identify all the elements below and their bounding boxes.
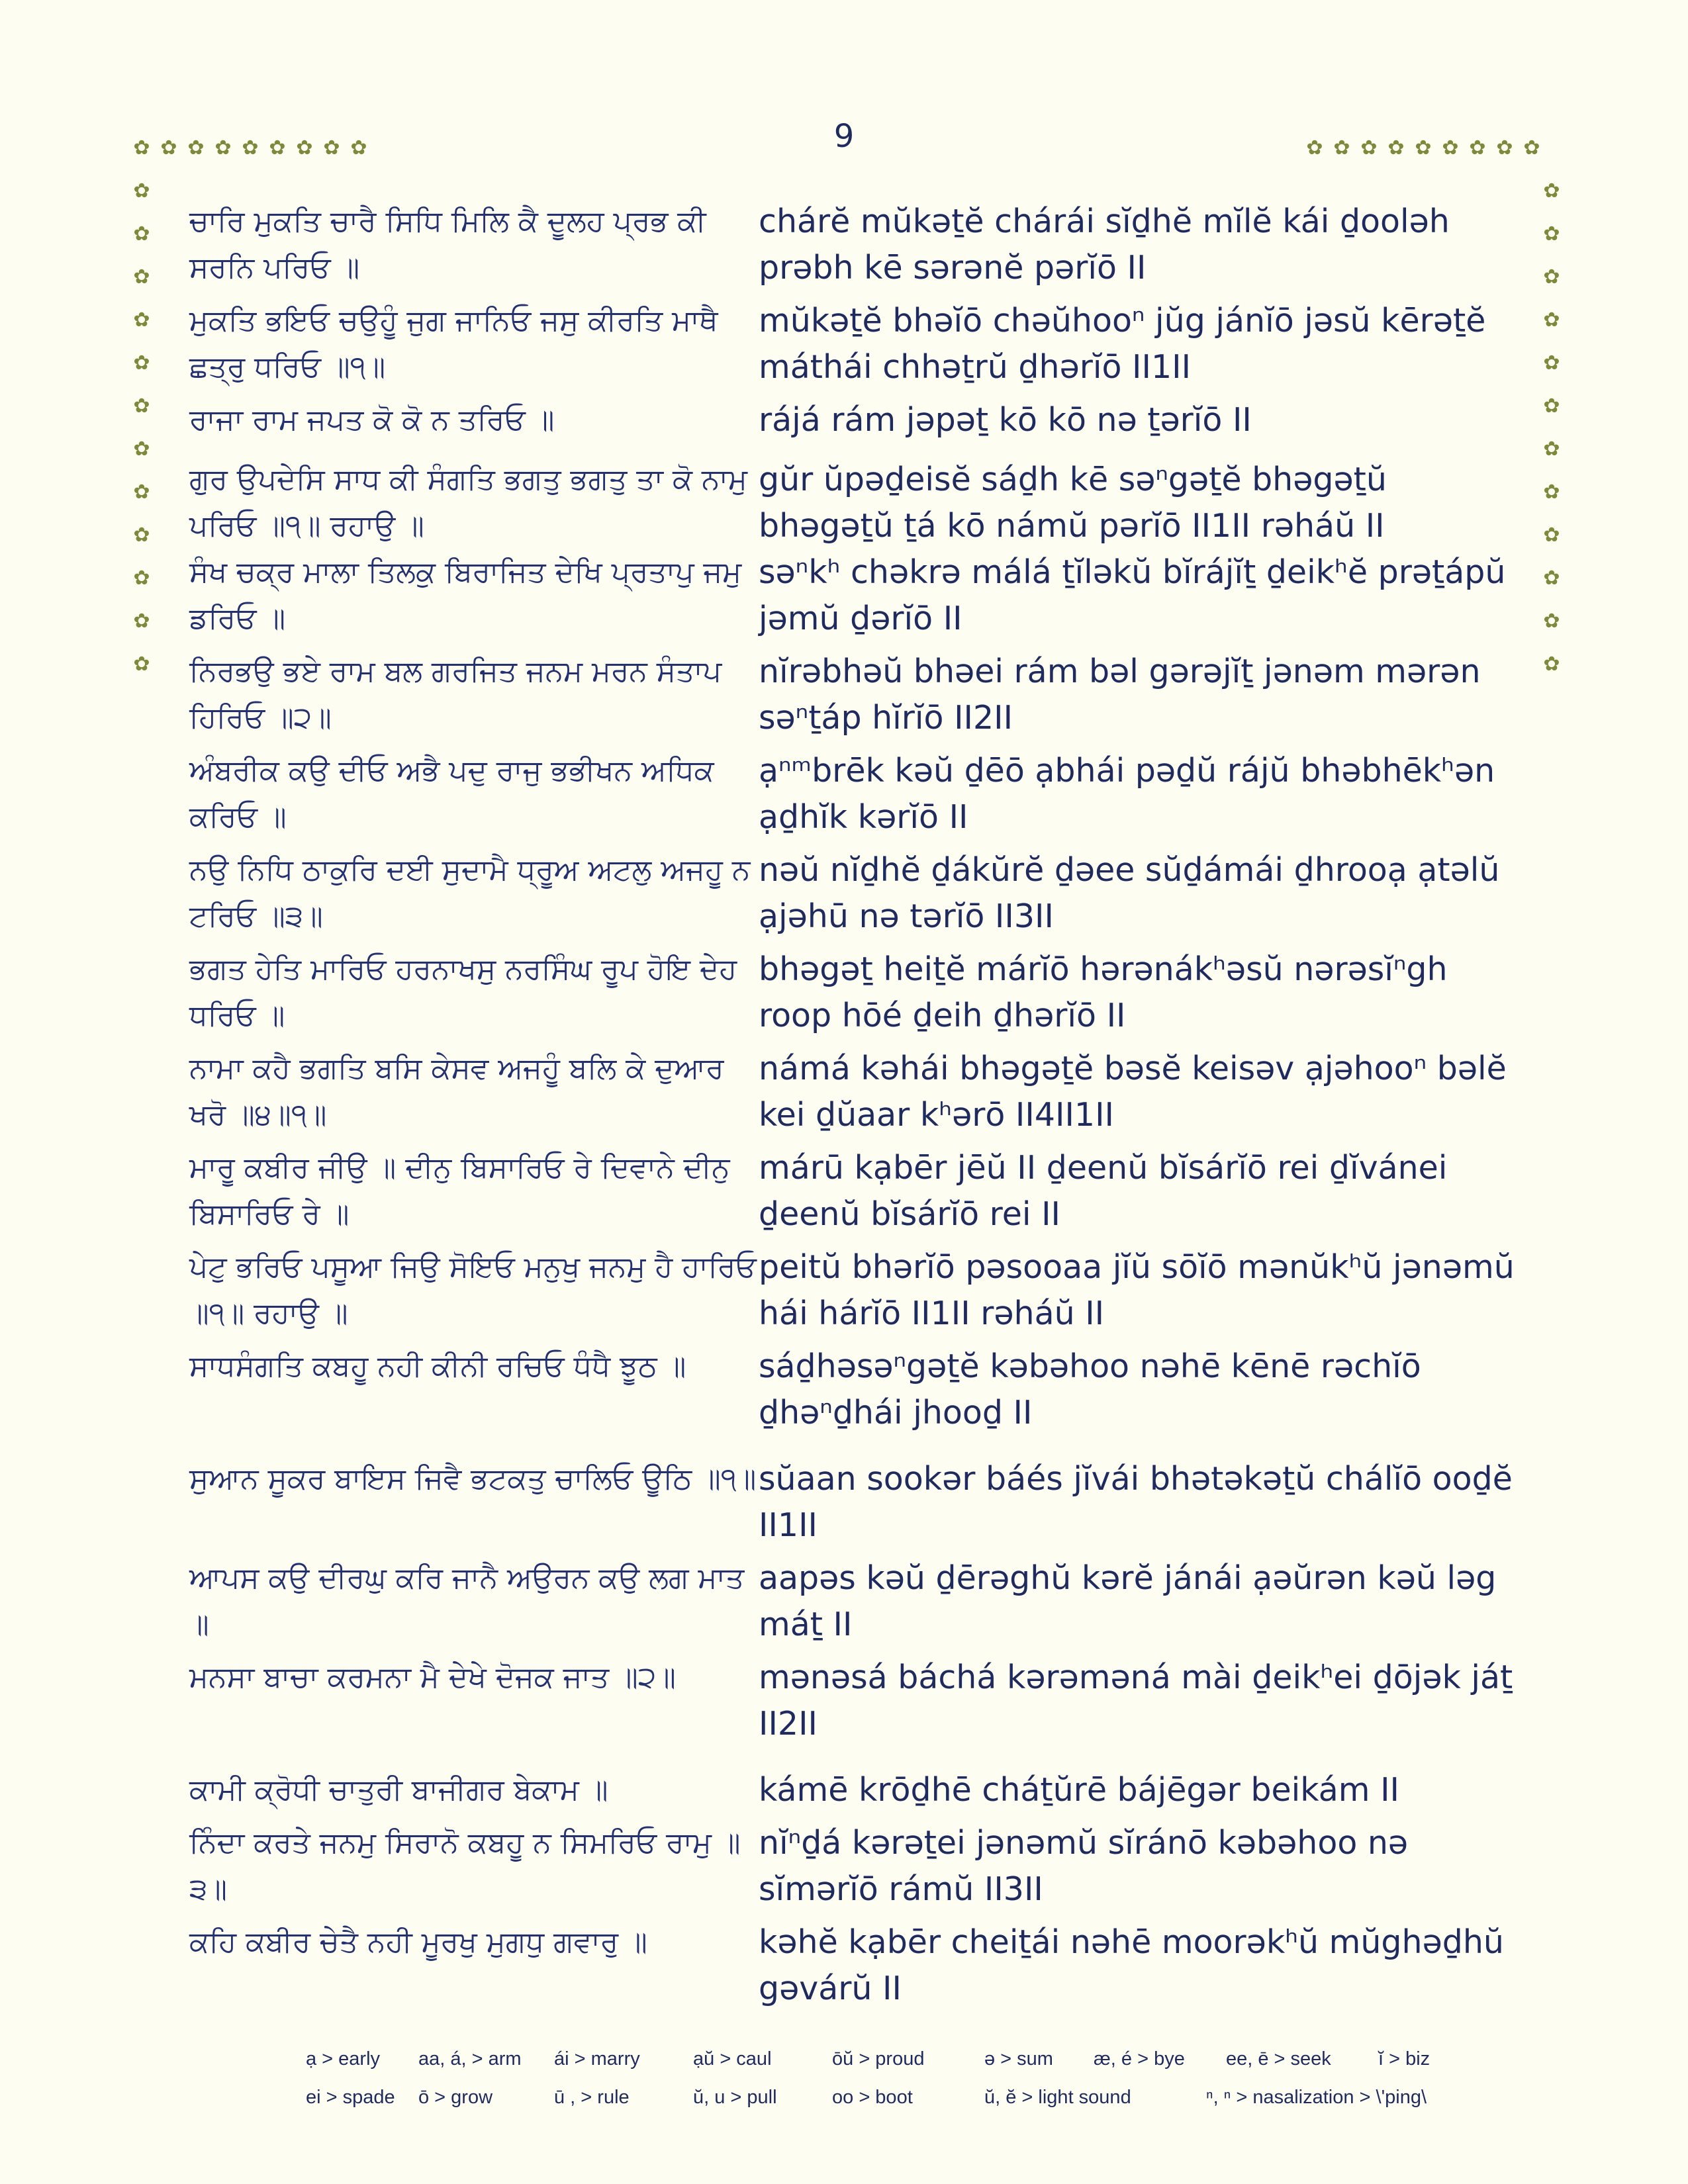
key-item: ee, ē > seek [1226,2048,1331,2070]
flower-ornament-icon: ✿ [1543,653,1560,676]
flower-ornament-icon: ✿ [133,567,150,590]
key-item: ei > spade [306,2086,395,2108]
gurmukhi-text: ਨਿਰਭਉ ਭਏ ਰਾਮ ਬਲ ਗਰਜਿਤ ਜਨਮ ਮਰਨ ਸੰਤਾਪ ਹਿਰਿਓ ॥੨॥ [189,655,722,735]
flower-ornament-icon: ✿ [1543,222,1560,246]
verse-row [189,298,1526,397]
flower-ornament-icon: ✿ [187,136,205,159]
gurmukhi-text: ਰਾਜਾ ਰਾਮ ਜਪਤ ਕੋ ਕੋ ਨ ਤਰਿਓ ॥ [189,403,555,437]
gurmukhi-text: ਨਾਮਾ ਕਹੈ ਭਗਤਿ ਬਸਿ ਕੇਸਵ ਅਜਹੂੰ ਬਲਿ ਕੇ ਦੁਆਰ ਖਰੋ ॥੪॥੧॥ [189,1052,724,1132]
pronunciation-key-row [306,2040,1497,2078]
verse-row [189,1343,1526,1443]
flower-ornament-icon: ✿ [133,308,150,332]
verse-row [189,1456,1526,1555]
transliteration-text: nəŭ nĭḏhĕ ḏákŭrĕ ḏəee sŭḏámái ḏhrooạ ạtəlŭ ạjəhū nə tərĭō II3II [759,851,1500,935]
flower-ornament-icon: ✿ [133,523,150,547]
verse-row [189,748,1526,847]
verse-row [189,1555,1526,1655]
key-item: ⁿ, ⁿ > nasalization > \'ping\ [1206,2086,1427,2108]
flower-ornament-icon: ✿ [1543,394,1560,418]
flower-ornament-icon: ✿ [1469,136,1486,159]
flower-ornament-icon: ✿ [1543,480,1560,504]
flower-ornament-icon: ✿ [1543,265,1560,289]
flower-ornament-icon: ✿ [133,265,150,289]
key-item: ō > grow [418,2086,493,2108]
transliteration-text: bhəgəṯ heiṯĕ márĭō hərənákʰəsŭ nərəsĭⁿgh roop hōé ḏeih ḏhərĭō II [759,950,1448,1034]
transliteration-text: gŭr ŭpəḏeisĕ sáḏh kē səⁿgəṯĕ bhəgəṯŭ bhəgəṯŭ ṯá kō námŭ pərĭō II1II rəháŭ II [759,461,1387,545]
transliteration-text: námá kəhái bhəgəṯĕ bəsĕ keisəv ạjəhooⁿ bəlĕ kei ḏŭaar kʰərō II4II1II [759,1050,1507,1134]
verse-row [189,199,1526,298]
key-item: ŭ, ĕ > light sound [984,2086,1131,2108]
verse-row [189,1046,1526,1145]
verse-row [189,397,1526,443]
verse-row [189,457,1526,549]
flower-ornament-icon: ✿ [133,351,150,375]
key-item: ạ > early [306,2048,381,2070]
flower-ornament-icon: ✿ [242,136,259,159]
gurmukhi-text: ਸੰਖ ਚਕ੍ਰ ਮਾਲਾ ਤਿਲਕੁ ਬਿਰਾਜਿਤ ਦੇਖਿ ਪ੍ਰਤਾਪੁ ਜਮੁ ਡਰਿਓ ॥ [189,555,742,635]
gurmukhi-text: ਮਨਸਾ ਬਾਚਾ ਕਰਮਨਾ ਮੈ ਦੇਖੇ ਦੋਜਕ ਜਾਤ ॥੨॥ [189,1661,676,1694]
gurmukhi-text: ਨਿੰਦਾ ਕਰਤੇ ਜਨਮੁ ਸਿਰਾਨੋ ਕਬਹੂ ਨ ਸਿਮਰਿਓ ਰਾਮੁ ॥੩॥ [189,1826,741,1906]
flower-ornament-icon: ✿ [133,179,150,203]
transliteration-text: mŭkəṯĕ bhəĭō chəŭhooⁿ jŭg jánĭō jəsŭ kērəṯĕ máthái chhəṯrŭ ḏhərĭō II1II [759,302,1486,386]
page-number: 9 [833,118,855,155]
flower-ornament-icon: ✿ [1387,136,1405,159]
flower-ornament-icon: ✿ [1442,136,1459,159]
flower-ornament-icon: ✿ [323,136,340,159]
flower-ornament-icon: ✿ [1496,136,1513,159]
gurmukhi-text: ਚਾਰਿ ਮੁਕਤਿ ਚਾਰੈ ਸਿਧਿ ਮਿਲਿ ਕੈ ਦੂਲਹ ਪ੍ਰਭ ਕੀ ਸਰਨਿ ਪਰਿਓ ॥ [189,205,706,285]
transliteration-text: kámē krōḏhē cháṯŭrē bájēgər beikám II [759,1771,1400,1809]
transliteration-text: márū kạbēr jēŭ II ḏeenŭ bĭsárĭō rei ḏĭvánei ḏeenŭ bĭsárĭō rei II [759,1149,1448,1233]
flower-ornament-icon: ✿ [1543,437,1560,461]
verse-row [189,1820,1526,1919]
key-item: æ, é > bye [1094,2048,1185,2070]
flower-ornament-icon: ✿ [1306,136,1323,159]
key-item: ōŭ > proud [832,2048,925,2070]
key-item: aa, á, > arm [418,2048,522,2070]
transliteration-text: peitŭ bhərĭō pəsooaa jĭŭ sōĭō mənŭkʰŭ jənəmŭ hái hárĭō II1II rəháŭ II [759,1248,1515,1332]
key-item: ái > marry [554,2048,640,2070]
flower-ornament-icon: ✿ [214,136,232,159]
transliteration-text: aapəs kəŭ ḏērəghŭ kərĕ jánái ạəŭrən kəŭ ləg máṯ II [759,1559,1497,1643]
flower-ornament-icon: ✿ [133,653,150,676]
transliteration-text: mənəsá báchá kərəməná mài ḏeikʰei ḏōjək jáṯ II2II [759,1659,1513,1743]
gurmukhi-text: ਮਾਰੂ ਕਬੀਰ ਜੀਉ ॥ ਦੀਨੁ ਬਿਸਾਰਿਓ ਰੇ ਦਿਵਾਨੇ ਦੀਨੁ ਬਿਸਾਰਿਓ ਰੇ ॥ [189,1151,730,1231]
gurmukhi-text: ਅੰਬਰੀਕ ਕਉ ਦੀਓ ਅਭੈ ਪਦੁ ਰਾਜੁ ਭਭੀਖਨ ਅਧਿਕ ਕਰਿਓ ॥ [189,754,714,834]
key-item: ə > sum [984,2048,1053,2070]
flower-ornament-icon: ✿ [1333,136,1350,159]
flower-ornament-icon: ✿ [350,136,367,159]
key-item: oo > boot [832,2086,913,2108]
transliteration-text: rájá rám jəpəṯ kō kō nə ṯərĭō II [759,401,1252,439]
transliteration-text: kəhĕ kạbēr cheiṯái nəhē moorəkʰŭ mŭghəḏhŭ gəvárŭ II [759,1923,1504,2007]
flower-ornament-icon: ✿ [1543,567,1560,590]
pronunciation-key [306,2040,1497,2116]
key-item: ŭ, u > pull [693,2086,777,2108]
transliteration-text: nĭⁿḏá kərəṯei jənəmŭ sĭránō kəbəhoo nə sĭmərĭō rámŭ II3II [759,1824,1409,1908]
gurmukhi-text: ਨਉ ਨਿਧਿ ਠਾਕੁਰਿ ਦਈ ਸੁਦਾਮੈ ਧ੍ਰੂਅ ਅਟਲੁ ਅਜਹੂ ਨ ਟਰਿਓ ॥੩॥ [189,853,751,933]
flower-ornament-icon: ✿ [133,437,150,461]
flower-ornament-icon: ✿ [1543,308,1560,332]
flower-ornament-icon: ✿ [296,136,313,159]
gurmukhi-text: ਕਾਮੀ ਕ੍ਰੋਧੀ ਚਾਤੁਰੀ ਬਾਜੀਗਰ ਬੇਕਾਮ ॥ [189,1773,608,1807]
gurmukhi-text: ਗੁਰ ਉਪਦੇਸਿ ਸਾਧ ਕੀ ਸੰਗਤਿ ਭਗਤੁ ਭਗਤੁ ਤਾ ਕੋ ਨਾਮੁ ਪਰਿਓ ॥੧॥ ਰਹਾਉ ॥ [189,463,747,543]
transliteration-text: sáḏhəsəⁿgəṯĕ kəbəhoo nəhē kēnē rəchĭō ḏhəⁿḏhái jhooḏ II [759,1347,1421,1432]
gurmukhi-text: ਮੁਕਤਿ ਭਇਓ ਚਉਹੂੰ ਜੁਗ ਜਾਨਿਓ ਜਸੁ ਕੀਰਤਿ ਮਾਥੈ ਛਤ੍ਰੁ ਧਰਿਓ ॥੧॥ [189,304,718,384]
flower-ornament-icon: ✿ [133,610,150,633]
flower-ornament-icon: ✿ [133,394,150,418]
flower-ornament-icon: ✿ [1360,136,1378,159]
transliteration-text: nĭrəbhəŭ bhəei rám bəl gərəjĭṯ jənəm mərən səⁿṯáp hĭrĭō II2II [759,653,1481,737]
pronunciation-key-row [306,2078,1497,2116]
gurmukhi-text: ਭਗਤ ਹੇਤਿ ਮਾਰਿਓ ਹਰਨਾਖਸੁ ਨਰਸਿੰਘ ਰੂਪ ਹੋਇ ਦੇਹ ਧਰਿਓ ॥ [189,952,737,1032]
transliteration-text: chárĕ mŭkəṯĕ chárái sĭḏhĕ mĭlĕ kái ḏooləh prəbh kē sərənĕ pərĭō II [759,203,1450,287]
gurmukhi-text: ਸਾਧਸੰਗਤਿ ਕਬਹੂ ਨਹੀ ਕੀਨੀ ਰਚਿਓ ਧੰਧੈ ਝੂਠ ॥ [189,1349,686,1383]
transliteration-text: sŭaan sookər báés jĭvái bhətəkəṯŭ chálĭō ooḏĕ II1II [759,1460,1513,1544]
gurmukhi-text: ਸੁਆਨ ਸੂਕਰ ਬਾਇਸ ਜਿਵੈ ਭਟਕਤੁ ਚਾਲਿਓ ਊਠਿ ॥੧॥ [189,1462,757,1496]
gurmukhi-text: ਪੇਟੁ ਭਰਿਓ ਪਸੂਆ ਜਿਉ ਸੋਇਓ ਮਨੁਖੁ ਜਨਮੁ ਹੈ ਹਾਰਿਓ ॥੧॥ ਰਹਾਉ ॥ [189,1250,757,1330]
verse-row [189,946,1526,1046]
key-item: ū , > rule [554,2086,630,2108]
flower-ornament-icon: ✿ [160,136,177,159]
verse-row [189,649,1526,748]
key-item: ạŭ > caul [693,2048,772,2070]
flower-ornament-icon: ✿ [1543,610,1560,633]
gurmukhi-text: ਕਹਿ ਕਬੀਰ ਚੇਤੈ ਨਹੀ ਮੂਰਖੁ ਮੁਗਧੁ ਗਵਾਰੁ ॥ [189,1925,647,1959]
verse-row [189,1919,1526,2019]
flower-ornament-icon: ✿ [133,480,150,504]
flower-ornament-icon: ✿ [269,136,286,159]
flower-ornament-icon: ✿ [1543,179,1560,203]
flower-ornament-icon: ✿ [1523,136,1540,159]
key-item: ĭ > biz [1378,2048,1430,2070]
flower-ornament-icon: ✿ [133,222,150,246]
verse-row [189,1655,1526,1760]
verse-row [189,1767,1526,1820]
flower-ornament-icon: ✿ [1543,523,1560,547]
transliteration-text: səⁿkʰ chəkrə málá ṯĭləkŭ bĭrájĭṯ ḏeikʰĕ prəṯápŭ jəmŭ ḏərĭō II [759,553,1506,637]
flower-ornament-icon: ✿ [1415,136,1432,159]
flower-ornament-icon: ✿ [1543,351,1560,375]
gurmukhi-text: ਆਪਸ ਕਉ ਦੀਰਘੁ ਕਰਿ ਜਾਨੈ ਅਉਰਨ ਕਉ ਲਗ ਮਾਤ ॥ [189,1561,745,1641]
verse-row [189,549,1526,649]
verse-row [189,1145,1526,1244]
transliteration-text: ạⁿᵐbrēk kəŭ ḏēō ạbhái pəḏŭ rájŭ bhəbhēkʰən ạḏhĭk kərĭō II [759,752,1495,836]
verse-row [189,1244,1526,1343]
flower-ornament-icon: ✿ [133,136,150,159]
verse-table [189,199,1526,2019]
verse-row [189,847,1526,946]
